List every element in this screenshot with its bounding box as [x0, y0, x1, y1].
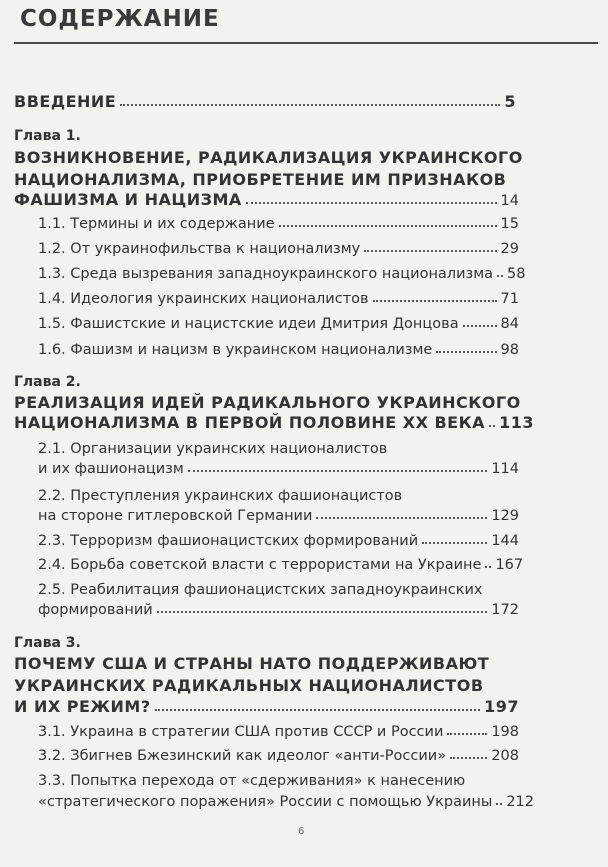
- toc-entry-section[interactable]: [38, 508, 519, 524]
- toc-entry-chapter-2[interactable]: [14, 413, 534, 432]
- leader-dots: [316, 517, 487, 519]
- section-page: 129: [491, 508, 519, 524]
- chapter-2-page: 113: [499, 413, 534, 432]
- section-page: 15: [500, 216, 519, 232]
- toc-entry-section[interactable]: [38, 241, 519, 257]
- leader-dots: [155, 709, 481, 711]
- toc-entry-section[interactable]: [38, 291, 519, 307]
- section-page: 71: [500, 291, 519, 307]
- leader-dots: [463, 325, 497, 327]
- page-title: СОДЕРЖАНИЕ: [20, 6, 220, 32]
- section-page: 29: [500, 241, 519, 257]
- section-title: 1.5. Фашистские и нацистские идеи Дмитрия Донцова: [38, 316, 459, 332]
- section-page: 98: [500, 342, 519, 358]
- chapter-3-title-line: И ИХ РЕЖИМ?: [14, 697, 151, 716]
- leader-dots: [373, 300, 497, 302]
- section-page: 208: [491, 748, 519, 764]
- leader-dots: [496, 803, 502, 805]
- leader-dots: [422, 542, 487, 544]
- chapter-1-page: 14: [500, 193, 519, 209]
- chapter-1-title-line: ВОЗНИКНОВЕНИЕ, РАДИКАЛИЗАЦИЯ УКРАИНСКОГО: [14, 148, 523, 167]
- leader-dots: [447, 733, 487, 735]
- toc-entry-section[interactable]: [38, 602, 519, 618]
- leader-dots: [246, 202, 497, 204]
- leader-dots: [436, 351, 496, 353]
- section-page: 167: [495, 557, 524, 573]
- chapter-3-title-line: УКРАИНСКИХ РАДИКАЛЬНЫХ НАЦИОНАЛИСТОВ: [14, 676, 484, 695]
- toc-entry-section[interactable]: [38, 557, 524, 573]
- section-title: 3.3. Попытка перехода от «сдерживания» к нанесению: [38, 773, 466, 789]
- section-title: 1.2. От украинофильства к национализму: [38, 241, 361, 257]
- section-title: формирований: [38, 602, 153, 618]
- section-title: 1.3. Среда вызревания западноукраинского национализма: [38, 266, 494, 282]
- section-title: 2.3. Терроризм фашионацистских формирований: [38, 533, 419, 549]
- section-page: 212: [506, 794, 535, 810]
- section-title: 1.4. Идеология украинских националистов: [38, 291, 369, 307]
- section-page: 144: [491, 533, 519, 549]
- toc-entry-section[interactable]: [38, 342, 519, 358]
- toc-entry-section[interactable]: [38, 266, 526, 282]
- page-number: 6: [298, 826, 305, 837]
- chapter-3-title-line: ПОЧЕМУ США И СТРАНЫ НАТО ПОДДЕРЖИВАЮТ: [14, 654, 490, 673]
- section-title: 1.6. Фашизм и нацизм в украинском национализме: [38, 342, 433, 358]
- leader-dots: [450, 757, 487, 759]
- toc-entry-section[interactable]: [38, 216, 519, 232]
- chapter-1-title-line: ФАШИЗМА И НАЦИЗМА: [14, 190, 242, 209]
- section-title: 2.2. Преступления украинских фашионацистов: [38, 488, 403, 504]
- chapter-2-title-line: НАЦИОНАЛИЗМА В ПЕРВОЙ ПОЛОВИНЕ XX ВЕКА: [14, 413, 486, 432]
- section-title: 2.4. Борьба советской власти с террористами на Украине: [38, 557, 482, 573]
- section-title: 3.2. Збигнев Бжезинский как идеолог «анти-России»: [38, 748, 447, 764]
- toc-entry-section[interactable]: [38, 794, 535, 810]
- section-page: 114: [491, 461, 519, 477]
- chapter-2-title-line: РЕАЛИЗАЦИЯ ИДЕЙ РАДИКАЛЬНОГО УКРАИНСКОГО: [14, 393, 521, 412]
- section-page: 172: [491, 602, 519, 618]
- section-page: 198: [491, 724, 519, 740]
- section-title: 2.5. Реабилитация фашионацистских западноукраинских: [38, 582, 483, 598]
- chapter-1-label: Глава 1.: [14, 128, 81, 144]
- toc-entry-section[interactable]: [38, 748, 519, 764]
- section-title: и их фашионацизм: [38, 461, 184, 477]
- toc-entry-intro[interactable]: [14, 92, 516, 111]
- section-title: 1.1. Термины и их содержание: [38, 216, 275, 232]
- toc-entry-section[interactable]: [38, 724, 519, 740]
- section-title: 2.1. Организации украинских националистов: [38, 441, 388, 457]
- toc-entry-chapter-1[interactable]: [14, 190, 519, 209]
- leader-dots: [157, 611, 488, 613]
- chapter-1-title-line: НАЦИОНАЛИЗМА, ПРИОБРЕТЕНИЕ ИМ ПРИЗНАКОВ: [14, 170, 507, 189]
- leader-dots: [120, 104, 500, 106]
- section-title: на стороне гитлеровской Германии: [38, 508, 313, 524]
- section-title: «стратегического поражения» России с помощью Украины: [38, 794, 493, 810]
- chapter-3-label: Глава 3.: [14, 635, 81, 651]
- leader-dots: [188, 470, 488, 472]
- section-title: 3.1. Украина в стратегии США против СССР и России: [38, 724, 444, 740]
- toc-entry-section[interactable]: [38, 316, 519, 332]
- toc-entry-chapter-3[interactable]: [14, 697, 519, 716]
- toc-entry-section[interactable]: [38, 461, 519, 477]
- leader-dots: [489, 425, 495, 427]
- toc-entry-section[interactable]: [38, 533, 519, 549]
- section-page: 84: [500, 316, 519, 332]
- intro-page: 5: [504, 92, 516, 111]
- chapter-2-label: Глава 2.: [14, 374, 81, 390]
- chapter-3-page: 197: [484, 697, 519, 716]
- section-page: 58: [507, 266, 526, 282]
- leader-dots: [279, 225, 497, 227]
- leader-dots: [364, 250, 496, 252]
- leader-dots: [485, 566, 491, 568]
- leader-dots: [497, 275, 503, 277]
- title-underline: [14, 42, 598, 44]
- intro-label: ВВЕДЕНИЕ: [14, 92, 117, 111]
